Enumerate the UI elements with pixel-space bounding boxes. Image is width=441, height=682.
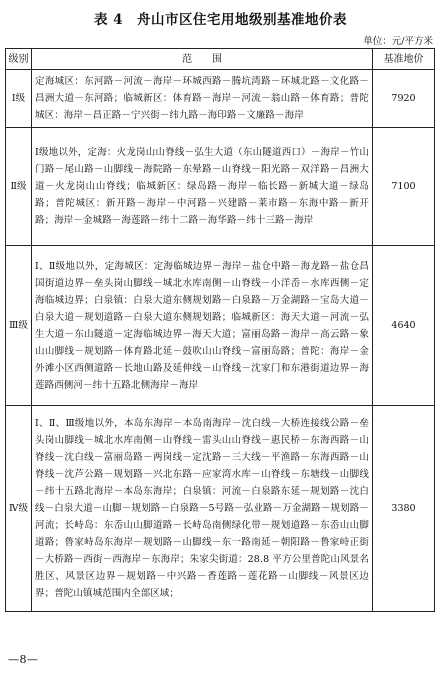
grade-cell: Ⅱ级 [6, 128, 32, 246]
price-cell: 4640 [373, 246, 435, 406]
scope-cell: 定海城区：东河路－河流－海岸－环城西路－腾坑湾路－环城北路－文化路－昌洲大道－东河路；临城新区：体育路－海岸－河流－翁山路－体育路；普陀城区：海岸－昌正路－宁兴街－纬九路－海印路－文廉路－海岸 [32, 70, 373, 128]
table-header-row [6, 49, 435, 70]
table-row-grade-3 [6, 246, 435, 406]
grade-cell: Ⅳ级 [6, 406, 32, 612]
land-price-table [5, 48, 435, 612]
table-row-grade-2 [6, 128, 435, 246]
table-row-grade-4 [6, 406, 435, 612]
table-row-grade-1 [6, 70, 435, 128]
scope-cell: Ⅰ、Ⅱ级地以外，定海城区：定海临城边界－海岸－盐仓中路－海龙路－盐仓昌国街道边界－垒头岗山脚线－城北水库南侧－山脊线－小洋岙－水库西侧－定海临城边界；白泉镇：白泉大道东侧规划路－白泉路－万金湖路－宝岛大道－白泉大道－规划道路－白泉大道东侧规划路；临城新区：海天大道－河流－弘生大道－东山隧道－定海临城边界－海天大道；富丽岛路－海岸－高云路－象山山脚线－规划路－体育路北延－鼓吹山山脊线－富丽岛路；普陀：海岸－金外滩小区西侧道路－长地山路及延伸线－山脊线－沈家门和东港街道边界－海莲路西侧河－纬十五路北侧海岸－海岸 [32, 246, 373, 406]
header-grade: 级别 [6, 49, 32, 70]
unit-label: 单位：元/平方米 [363, 36, 433, 47]
scope-cell: Ⅰ级地以外，定海：火龙岗山山脊线－弘生大道（东山隧道西口）－海岸－竹山门路－尾山路－山脚线－海院路－东晕路－山脊线－阳光路－双洋路－昌洲大道－火龙岗山山脊线；临城新区：绿岛路－海岸－临长路－新城大道－绿岛路；普陀城区：新开路－海岸－中河路－兴建路－莱市路－东海中路－新开路；海岸－金城路－海莲路－纬十二路－海华路－纬十三路－海岸 [32, 128, 373, 246]
grade-cell: Ⅰ级 [6, 70, 32, 128]
price-cell: 7920 [373, 70, 435, 128]
header-scope: 范 围 [32, 49, 373, 70]
table-title: 表 4 舟山市区住宅用地级别基准地价表 [93, 12, 348, 28]
scope-cell: Ⅰ、Ⅱ、Ⅲ级地以外，本岛东海岸－本岛南海岸－沈白线－大桥连接线公路－垒头岗山脚线－城北水库南侧－山脊线－雷头山山脊线－惠民桥－东海西路－山脊线－沈白线－富丽岛路－两岗线－定沈路－三大线－平渔路－东海西路－山脊线－沈芦公路－规划路－兴北东路－应家湾水库－山脊线－东塘线－山脚线－纬十五路北海岸－本岛东海岸；白泉镇：河流－白泉路东延－规划路－沈白线－白泉大道－山脚－规划路－白泉路－5号路－弘业路－万金湖路－规划路－河流；长峙岛：东岙山山脚道路－长峙岛南侧绿化带－规划道路－东岙山山脚道路；鲁家峙岛东海岸－规划路－山脚线－东一路南延－朝阳路－鲁家峙正街－大桥路－西街－西海岸－东海岸；朱家尖街道：28.8 平方公里普陀山风景名胜区、风景区边界－规划路－中兴路－香莲路－莲花路－山脚线－风景区边界；普陀山镇城范围内全部区域； [32, 406, 373, 612]
header-price: 基准地价 [373, 49, 435, 70]
page-number: —8— [8, 653, 39, 666]
price-cell: 7100 [373, 128, 435, 246]
price-cell: 3380 [373, 406, 435, 612]
grade-cell: Ⅲ级 [6, 246, 32, 406]
